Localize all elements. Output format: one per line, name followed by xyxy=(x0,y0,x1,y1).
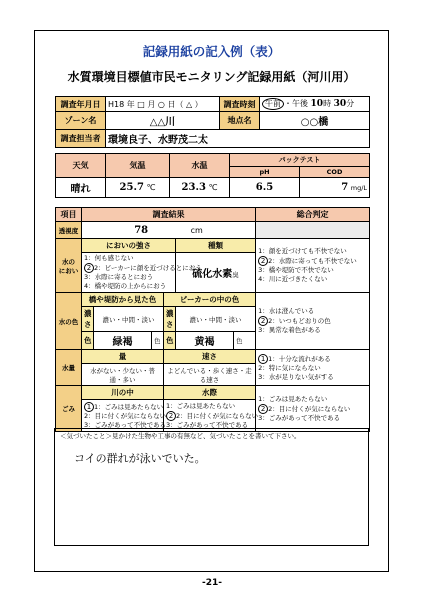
trash-edge-2[interactable] xyxy=(166,411,259,421)
header-table xyxy=(55,96,370,148)
smell-strength-header: においの強さ xyxy=(82,239,176,253)
notes-box[interactable] xyxy=(54,428,369,546)
water-temp-value: 23.3 xyxy=(181,182,206,193)
flow-judge-1-text: 1：十分な流れがある xyxy=(268,354,331,363)
beaker-shade-opts[interactable]: 濃い・中間・淡い xyxy=(176,307,256,332)
time-value[interactable] xyxy=(260,97,370,112)
transparency-judge xyxy=(256,222,370,239)
date-label: 調査年月日 xyxy=(56,97,106,112)
smell-judge-1[interactable]: 1：顔を近づけても不快でない xyxy=(258,247,347,255)
result-header: 調査結果 xyxy=(82,208,256,222)
color-label: 水の色 xyxy=(56,293,82,350)
cod-cell[interactable] xyxy=(300,178,370,198)
bank-hue-suffix: 色 xyxy=(152,332,164,350)
time-minute: 30 xyxy=(333,99,347,109)
person-label: 調査担当者 xyxy=(56,130,106,148)
trash-river-cell[interactable] xyxy=(82,400,167,432)
form-title: 水質環境目標値市民モニタリング記録用紙（河川用） xyxy=(67,70,356,84)
beaker-shade-label: 濃さ xyxy=(164,307,176,332)
air-temp-unit: ℃ xyxy=(146,183,156,192)
selected-circle-icon: 2 xyxy=(166,411,176,421)
flow-judge-3[interactable]: 3：水が足りない気がする xyxy=(258,372,334,381)
transparency-unit: cm xyxy=(190,225,203,235)
smell-label: 水の におい xyxy=(56,239,82,293)
flow-judge-2[interactable]: 2：特に気にならない xyxy=(258,363,321,372)
selected-circle-icon: 1 xyxy=(258,354,268,364)
cod-value: 7 xyxy=(341,182,349,193)
trash-label: ごみ xyxy=(56,386,82,432)
pm-option[interactable]: ・午後 xyxy=(284,99,308,108)
cod-label: COD xyxy=(300,167,370,178)
air-temp-cell[interactable] xyxy=(106,178,170,198)
hour-unit: 時 xyxy=(323,99,332,108)
place-value[interactable]: ○○橋 xyxy=(260,112,370,130)
smell-judge-2[interactable] xyxy=(258,256,367,266)
smell-strength-cell[interactable] xyxy=(82,253,202,293)
zone-label: ゾーン名 xyxy=(56,112,106,130)
trash-river-1[interactable] xyxy=(84,402,164,412)
zone-value[interactable]: △△川 xyxy=(106,112,220,130)
bank-shade-label: 濃さ xyxy=(82,307,94,332)
color-judge-3[interactable]: 3：異常な着色がある xyxy=(258,326,321,334)
am-option[interactable]: 午前 xyxy=(262,98,284,110)
minute-unit: 分 xyxy=(346,99,355,108)
water-temp-unit: ℃ xyxy=(208,183,218,192)
trash-river-2[interactable]: 2：目に付くが気にならない xyxy=(84,411,167,420)
flow-judge-cell[interactable] xyxy=(256,350,370,386)
weather-label: 天気 xyxy=(56,154,106,178)
smell-kind-header: 種類 xyxy=(176,239,256,253)
selected-circle-icon: 2 xyxy=(258,316,268,326)
beaker-color-value[interactable]: 黄褐 xyxy=(176,332,234,350)
color-bank-header: 橋や堤防から見た色 xyxy=(82,293,164,307)
transparency-value: 78 xyxy=(134,224,149,236)
notes-text[interactable]: コイの群れが泳いでいた。 xyxy=(74,452,206,465)
color-judge-2-text: 2：いつもどおりの色 xyxy=(268,317,331,325)
air-temp-value: 25.7 xyxy=(119,182,144,193)
flow-amount-header: 量 xyxy=(82,350,164,364)
smell-judge-2-text: 2：水際に寄っても不快でない xyxy=(268,257,357,265)
place-label: 地点名 xyxy=(220,112,260,130)
smell-kind-suffix: 臭 xyxy=(232,271,239,279)
selected-circle-icon: 2 xyxy=(258,256,268,266)
trash-edge-header: 水際 xyxy=(164,386,256,400)
color-judge-1[interactable]: 1：水は澄んでいる xyxy=(258,307,315,315)
ph-value[interactable]: 6.5 xyxy=(230,178,300,198)
page-number: -21- xyxy=(202,578,222,588)
trash-edge-3[interactable]: 3：ごみがあって不快である xyxy=(166,420,249,429)
bank-color-value[interactable]: 緑褐 xyxy=(94,332,152,350)
flow-speed-header: 速さ xyxy=(164,350,256,364)
smell-opt-4[interactable]: 4：橋や堤防の上からにおう xyxy=(84,282,167,290)
trash-judge-3[interactable]: 3：ごみがあって不快である xyxy=(258,413,341,422)
trash-edge-cell[interactable] xyxy=(164,400,259,432)
person-value[interactable]: 環境良子、水野茂二太 xyxy=(106,130,370,148)
smell-kind-cell[interactable] xyxy=(176,253,256,293)
time-label: 調査時刻 xyxy=(220,97,260,112)
trash-judge-1[interactable]: 1：ごみは見あたらない xyxy=(258,394,328,403)
color-beaker-header: ビーカーの中の色 xyxy=(164,293,256,307)
smell-opt-1[interactable]: 1：何も感じない xyxy=(84,254,134,262)
time-hour: 10 xyxy=(310,99,324,109)
flow-label: 水量 xyxy=(56,350,82,386)
color-judge-2[interactable] xyxy=(258,316,367,326)
smell-opt-2[interactable] xyxy=(84,263,202,273)
trash-judge-2-text: 2：目に付くが気にならない xyxy=(268,404,351,413)
survey-table xyxy=(55,207,370,432)
ph-label: pH xyxy=(230,167,300,178)
smell-kind-value: 硫化水素 xyxy=(192,269,233,280)
smell-judge-4[interactable]: 4：川に近づきたくない xyxy=(258,275,328,283)
beaker-hue-label: 色 xyxy=(164,332,176,350)
judge-header: 総合判定 xyxy=(256,208,370,222)
smell-opt-2-text: 2：ビーカーに顔を近づけるとにおう xyxy=(94,264,202,272)
smell-opt-3[interactable]: 3：水際に寄るとにおう xyxy=(84,273,154,281)
page-title: 記録用紙の記入例（表） xyxy=(142,44,281,59)
date-value[interactable]: H18 年 □ 月 ○ 日（ △ ） xyxy=(106,97,220,112)
beaker-hue-suffix: 色 xyxy=(234,332,256,350)
selected-circle-icon: 2 xyxy=(84,263,94,273)
item-header: 項目 xyxy=(56,208,82,222)
bank-hue-label: 色 xyxy=(82,332,94,350)
transparency-cell[interactable] xyxy=(82,222,256,239)
weather-table xyxy=(55,153,370,198)
trash-edge-1[interactable]: 1：ごみは見あたらない xyxy=(166,401,236,410)
pack-test-label: パックテスト xyxy=(230,154,370,167)
trash-judge-2[interactable] xyxy=(258,404,367,414)
color-judge-cell[interactable] xyxy=(256,293,370,350)
water-temp-cell[interactable] xyxy=(170,178,230,198)
trash-edge-2-text: 2：目に付くが気にならない xyxy=(176,411,259,420)
water-temp-label: 水温 xyxy=(170,154,230,178)
smell-judge-3[interactable]: 3：橋や堤防で不快でない xyxy=(258,266,334,274)
trash-judge-cell[interactable] xyxy=(256,386,370,432)
flow-judge-1[interactable] xyxy=(258,354,367,364)
selected-circle-icon: 2 xyxy=(258,404,268,414)
notes-label: ＜気づいたこと＞見かけた生物や工事の有無など、気づいたことを書いて下さい。 xyxy=(60,432,301,440)
flow-amount-opts[interactable]: 水がない・少ない・普通・多い xyxy=(82,364,164,386)
bank-shade-opts[interactable]: 濃い・中間・淡い xyxy=(94,307,164,332)
air-temp-label: 気温 xyxy=(106,154,170,178)
trash-river-header: 川の中 xyxy=(82,386,164,400)
cod-unit: mg/L xyxy=(350,184,368,192)
selected-circle-icon: 1 xyxy=(84,402,94,412)
transparency-label: 透視度 xyxy=(56,222,82,239)
trash-river-1-text: 1：ごみは見あたらない xyxy=(94,402,164,411)
weather-value[interactable]: 晴れ xyxy=(56,178,106,198)
flow-speed-opts[interactable]: よどんでいる・歩く速さ・走る速さ xyxy=(164,364,256,386)
trash-river-3[interactable]: 3：ごみがあって不快である xyxy=(84,420,167,429)
smell-judge-cell[interactable] xyxy=(256,239,370,293)
